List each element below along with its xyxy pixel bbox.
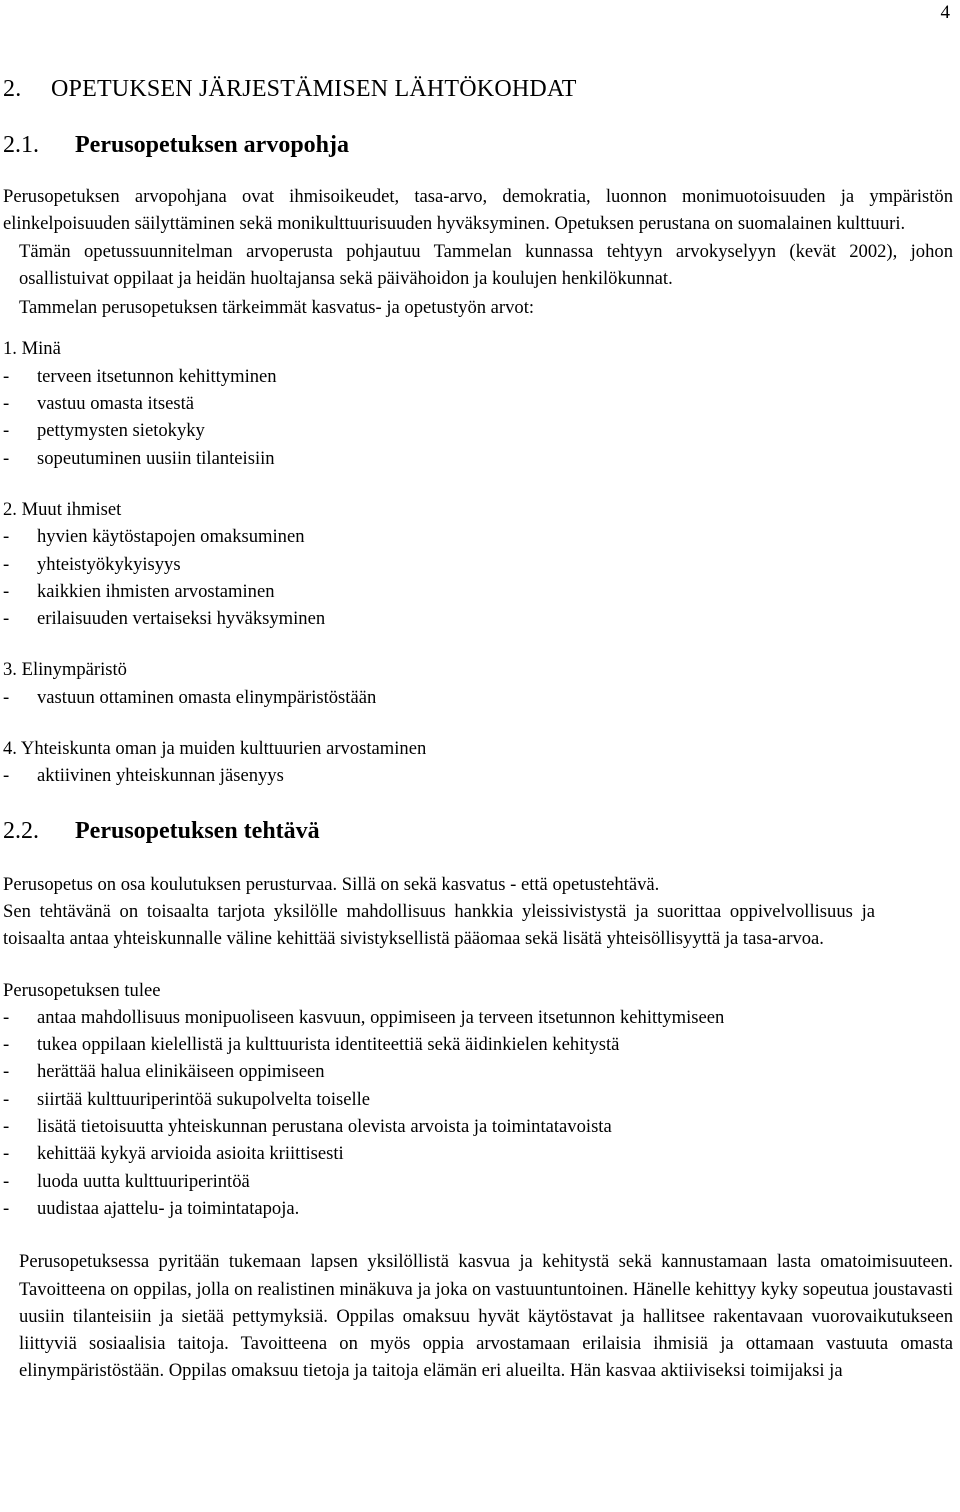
section2-paragraph-1: Perusopetus on osa koulutuksen perusturvaa. Sillä on sekä kasvatus - että opetustehtävä. [3,873,660,895]
list-item: - erilaisuuden vertaiseksi hyväksyminen [3,608,326,630]
chapter-number: 2. [3,76,22,102]
list-item: - sopeutuminen uusiin tilanteisiin [3,447,275,469]
list-item: - vastuu omasta itsestä [3,393,194,415]
chapter-heading [3,74,953,104]
section-number: 2.1. [3,132,39,158]
section-heading-1 [3,130,953,160]
section1-paragraph-3: Tammelan perusopetuksen tärkeimmät kasvatus- ja opetustyön arvot: [19,297,535,319]
list-item: - pettymysten sietokyky [3,420,205,442]
list-item: - luoda uutta kulttuuriperintöä [3,1170,250,1192]
section-heading-2 [3,816,953,846]
list-item: - vastuun ottaminen omasta elinympäristöstään [3,686,377,708]
value-group [3,496,953,632]
document-page [3,74,953,1385]
section2-list-intro: Perusopetuksen tulee [3,979,161,1001]
list-item: - kaikkien ihmisten arvostaminen [3,580,275,602]
section1-paragraph-2: Tämän opetussuunnitelman arvoperusta pohjautuu Tammelan kunnassa tehtyyn arvokyselyyn (kevät 2002), johon osallistuivat oppilaat ja heidän huoltajansa sekä päivähoidon ja koulujen henkilökunnat. [19,240,953,289]
section-title: Perusopetuksen tehtävä [75,817,320,844]
value-group-title: 1. Minä [3,338,61,360]
list-item: - terveen itsetunnon kehittyminen [3,365,277,387]
chapter-title: OPETUKSEN JÄRJESTÄMISEN LÄHTÖKOHDAT [51,76,577,102]
task-list [3,1004,953,1222]
list-item: - lisätä tietoisuutta yhteiskunnan perustana olevista arvoista ja toimintatavoista [3,1116,612,1138]
section-number: 2.2. [3,817,39,844]
value-group [3,656,953,711]
list-item: - aktiivinen yhteiskunnan jäsenyys [3,765,284,787]
list-item: - hyvien käytöstapojen omaksuminen [3,526,305,548]
section1-paragraph-1: Perusopetuksen arvopohjana ovat ihmisoikeudet, tasa-arvo, demokratia, luonnon monimuotoisuuden ja ympäristön elinkelpoisuuden säilyttäminen sekä monikulttuurisuuden hyväksyminen. Opetuksen perustana on suomalainen kulttuuri. [3,186,953,235]
value-group [3,335,953,471]
list-item: - siirtää kulttuuriperintöä sukupolvelta toiselle [3,1088,371,1110]
page-number: 4 [940,2,950,23]
list-item: - herättää halua elinikäiseen oppimiseen [3,1061,325,1083]
list-item: - kehittää kykyä arvioida asioita kriittisesti [3,1143,344,1165]
value-group-title: 3. Elinympäristö [3,659,127,681]
section-title: Perusopetuksen arvopohja [75,132,350,158]
list-item: - yhteistyökykyisyys [3,553,181,575]
list-item: - tukea oppilaan kielellistä ja kulttuurista identiteettiä sekä äidinkielen kehitystä [3,1034,620,1056]
section2-paragraph-2: Sen tehtävänä on toisaalta tarjota yksilölle mahdollisuus hankkia yleissivistystä ja suorittaa oppivelvollisuus ja toisaalta antaa yhteiskunnalle väline kehittää sivistyksellistä pääomaa sekä lisätä yhteisöllisyyttä ja tasa-arvoa. [3,900,875,950]
list-item: - antaa mahdollisuus monipuoliseen kasvuun, oppimiseen ja terveen itsetunnon kehittymiseen [3,1006,725,1028]
value-group-title: 4. Yhteiskunta oman ja muiden kulttuurien arvostaminen [3,738,427,760]
value-group-title: 2. Muut ihmiset [3,498,122,520]
value-group [3,735,953,790]
section2-closing-paragraph: Perusopetuksessa pyritään tukemaan lapsen yksilöllistä kasvua ja kehitystä sekä kannustamaan lasta omatoimisuuteen. Tavoitteena on oppilas, jolla on realistinen minäkuva ja joka on vastuuntuntoinen. Hänelle kehittyy kyky sopeutua joustavasti uusiin tilanteisiin ja sietää pettymyksiä. Oppilas omaksuu hyvät käytöstavat ja hallitsee rakentavaan vuorovaikutukseen liittyviä sosiaalisia taitoja. Tavoitteena on myös oppia arvostamaan erilaisia ihmisiä ja ottamaan vastuuta omasta elinympäristöstään. Oppilas omaksuu tietoja ja taitoja elämän eri alueilta. Hän kasvaa aktiiviseksi toimijaksi ja [19,1251,953,1382]
list-item: - uudistaa ajattelu- ja toimintatapoja. [3,1197,300,1219]
